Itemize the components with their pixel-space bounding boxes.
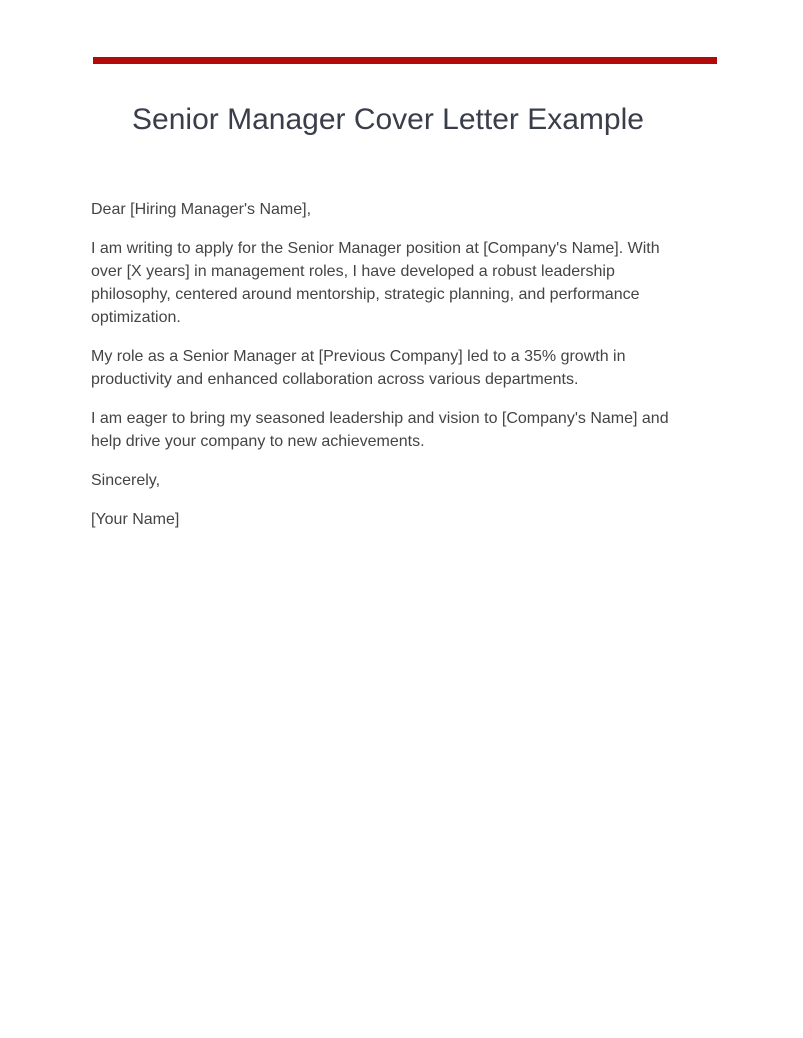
closing: Sincerely,: [91, 472, 161, 489]
signature: [Your Name]: [91, 511, 180, 528]
page-title: Senior Manager Cover Letter Example: [132, 103, 644, 136]
accent-bar: [93, 57, 717, 64]
paragraph-intro: I am writing to apply for the Senior Manager position at [Company's Name]. With over [X years] in management roles, I have developed a robust leadership philosophy, centered around mentorship, strategic planning, and performance optimization.: [91, 240, 660, 326]
salutation: Dear [Hiring Manager's Name],: [91, 201, 312, 218]
letter-body: [91, 198, 691, 547]
paragraph-closing: I am eager to bring my seasoned leadership and vision to [Company's Name] and help drive your company to new achievements.: [91, 410, 669, 450]
paragraph-achievement: My role as a Senior Manager at [Previous Company] led to a 35% growth in productivity and enhanced collaboration across various departments.: [91, 348, 626, 388]
